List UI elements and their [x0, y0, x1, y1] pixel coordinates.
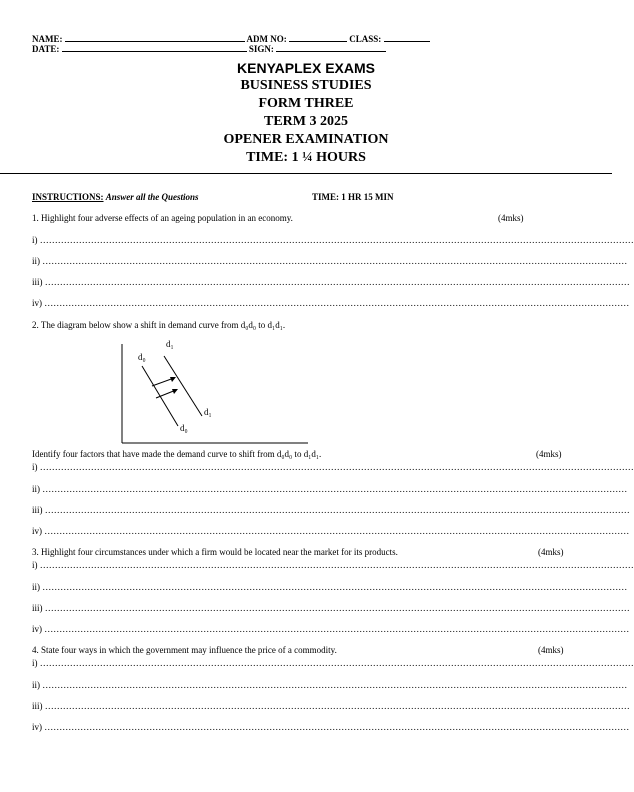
- question-4-text: 4. State four ways in which the government may influence the price of a commodity.: [32, 645, 337, 655]
- answer-line[interactable]: i) ………………………………………………………………………………………………………………………………………………………………………………: [32, 462, 634, 472]
- exam-title: OPENER EXAMINATION: [223, 132, 389, 147]
- date-field[interactable]: [62, 43, 247, 52]
- instructions-label: INSTRUCTIONS:: [32, 192, 104, 202]
- question-1-marks: (4mks): [498, 213, 524, 223]
- header-divider: [0, 173, 612, 174]
- school-title: KENYAPLEX EXAMS: [237, 60, 375, 76]
- class-field[interactable]: [384, 33, 430, 42]
- adm-field[interactable]: [289, 33, 347, 42]
- shift-arrow: [152, 378, 174, 386]
- question-4-marks: (4mks): [538, 645, 564, 655]
- time-title: TIME: 1 ¼ HOURS: [246, 150, 366, 165]
- question-2-subtext: Identify four factors that have made the demand curve to shift from d₀d₀ to d₁d₁.: [32, 449, 322, 459]
- answer-line[interactable]: ii) ……………………………………………………………………………………………………………………………………………………………………………: [32, 582, 628, 592]
- answer-line[interactable]: ii) ……………………………………………………………………………………………………………………………………………………………………………: [32, 484, 628, 494]
- sign-label: SIGN:: [248, 44, 274, 54]
- instructions-time: TIME: 1 HR 15 MIN: [312, 192, 394, 202]
- label-d0-bottom: d₀: [180, 423, 188, 433]
- answer-line[interactable]: iv) ……………………………………………………………………………………………………………………………………………………………………………: [32, 526, 630, 536]
- label-d1-top: d₁: [166, 339, 174, 349]
- label-d1-bottom: d₁: [204, 407, 212, 417]
- sign-field[interactable]: [276, 43, 386, 52]
- answer-line[interactable]: i) ………………………………………………………………………………………………………………………………………………………………………………: [32, 658, 634, 668]
- instructions-text: Answer all the Questions: [105, 192, 199, 202]
- question-1-text: 1. Highlight four adverse effects of an ageing population in an economy.: [32, 213, 293, 223]
- answer-line[interactable]: iii) ……………………………………………………………………………………………………………………………………………………………………………: [32, 603, 630, 613]
- answer-line[interactable]: iv) ……………………………………………………………………………………………………………………………………………………………………………: [32, 624, 630, 634]
- question-3-text: 3. Highlight four circumstances under which a firm would be located near the market for its products.: [32, 547, 398, 557]
- answer-line[interactable]: iv) ……………………………………………………………………………………………………………………………………………………………………………: [32, 722, 630, 732]
- question-2-text: 2. The diagram below show a shift in demand curve from d₀d₀ to d₁d₁.: [32, 320, 286, 330]
- term-title: TERM 3 2025: [264, 114, 348, 129]
- answer-line[interactable]: ii) ……………………………………………………………………………………………………………………………………………………………………………: [32, 680, 628, 690]
- name-label: NAME:: [32, 34, 63, 44]
- label-d0-top: d₀: [138, 352, 146, 362]
- demand-shift-diagram: [110, 334, 310, 446]
- question-3-marks: (4mks): [538, 547, 564, 557]
- answer-line[interactable]: iii) ……………………………………………………………………………………………………………………………………………………………………………: [32, 505, 630, 515]
- form-title: FORM THREE: [258, 96, 354, 111]
- adm-label: ADM NO:: [246, 34, 287, 44]
- answer-line[interactable]: ii) ……………………………………………………………………………………………………………………………………………………………………………: [32, 256, 628, 266]
- answer-line[interactable]: iii) ……………………………………………………………………………………………………………………………………………………………………………: [32, 277, 630, 287]
- demand-curve-d1: [164, 356, 202, 416]
- date-label: DATE:: [32, 44, 60, 54]
- answer-line[interactable]: i) ………………………………………………………………………………………………………………………………………………………………………………: [32, 235, 634, 245]
- name-field[interactable]: [65, 33, 245, 42]
- answer-line[interactable]: iv) ……………………………………………………………………………………………………………………………………………………………………………: [32, 298, 630, 308]
- class-label: CLASS:: [349, 34, 382, 44]
- answer-line[interactable]: iii) ……………………………………………………………………………………………………………………………………………………………………………: [32, 701, 630, 711]
- instructions: [32, 192, 199, 202]
- header-line-2: [32, 43, 386, 54]
- question-2-marks: (4mks): [536, 449, 562, 459]
- answer-line[interactable]: i) ………………………………………………………………………………………………………………………………………………………………………………: [32, 560, 634, 570]
- subject-title: BUSINESS STUDIES: [240, 78, 372, 93]
